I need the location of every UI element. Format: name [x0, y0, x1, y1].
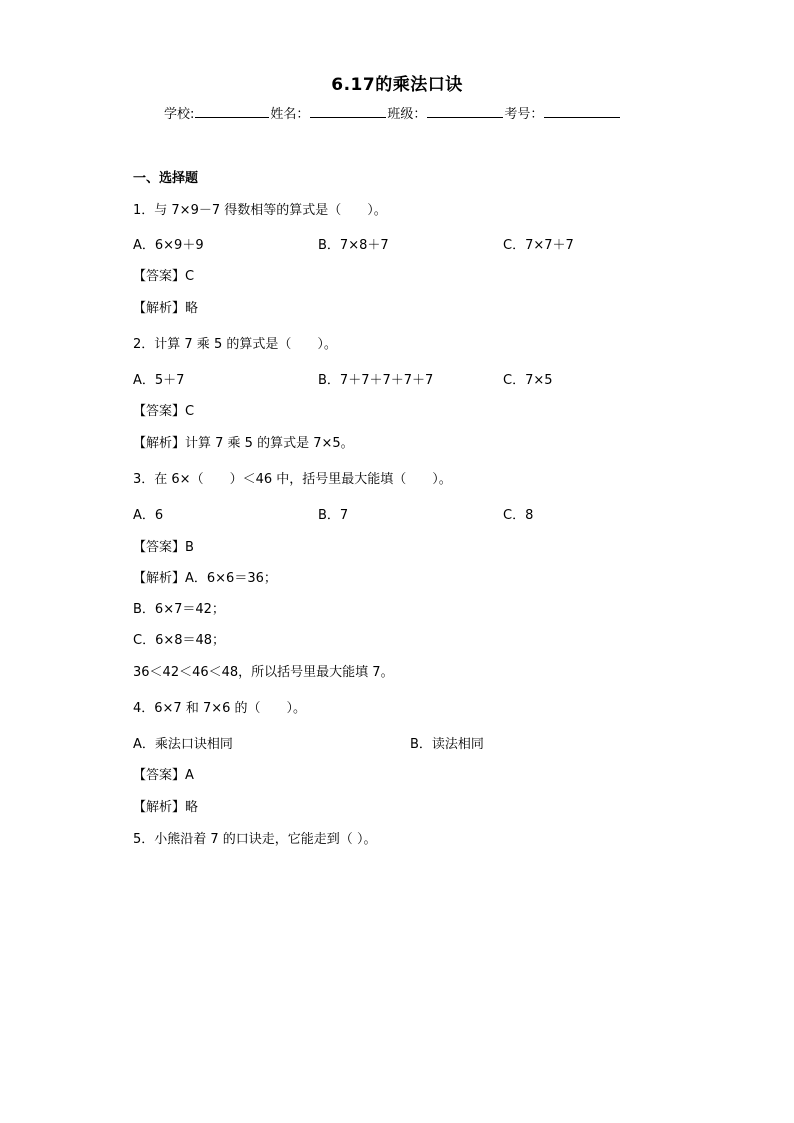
question-5-stem: 5．小熊沿着 7 的口诀走，它能走到（ ）。	[133, 832, 377, 847]
option-b: B．读法相同	[410, 737, 484, 752]
question-4-stem: 4．6×7 和 7×6 的（ ）。	[133, 701, 307, 716]
name-label: 姓名：	[270, 107, 310, 122]
question-1-options	[133, 234, 693, 253]
option-c: C．8	[503, 508, 534, 523]
question-3-stem: 3．在 6×（ ）＜46 中，括号里最大能填（ ）。	[133, 472, 452, 487]
option-a: A．乘法口诀相同	[133, 737, 233, 752]
question-3-analysis-2: B．6×7＝42；	[133, 602, 225, 617]
exam-no-label: 考号：	[504, 107, 544, 122]
question-1-stem: 1．与 7×9－7 得数相等的算式是（ ）。	[133, 203, 387, 218]
question-2-answer: 【答案】C	[133, 404, 195, 419]
question-2-stem: 2．计算 7 乘 5 的算式是（ ）。	[133, 337, 337, 352]
option-a: A．6	[133, 508, 164, 523]
exam-no-blank	[544, 104, 620, 118]
option-a: A．5＋7	[133, 373, 185, 388]
question-4-answer: 【答案】A	[133, 768, 194, 783]
question-1-answer: 【答案】C	[133, 269, 195, 284]
option-b: B．7＋7＋7＋7＋7	[318, 373, 434, 388]
option-c: C．7×7＋7	[503, 238, 574, 253]
question-3-analysis-4: 36＜42＜46＜48，所以括号里最大能填 7。	[133, 665, 394, 680]
question-2-options	[133, 369, 693, 388]
question-2-analysis: 【解析】计算 7 乘 5 的算式是 7×5。	[133, 436, 354, 451]
option-b: B．7×8＋7	[318, 238, 389, 253]
question-3-options	[133, 504, 693, 523]
page-title: 6.17的乘法口诀	[331, 75, 463, 95]
name-blank	[310, 104, 386, 118]
question-4-options	[133, 733, 693, 752]
option-c: C．7×5	[503, 373, 553, 388]
school-label: 学校:	[164, 107, 195, 122]
class-blank	[427, 104, 503, 118]
school-blank	[195, 104, 269, 118]
question-3-analysis-3: C．6×8＝48；	[133, 633, 226, 648]
section-title: 一、选择题	[133, 171, 199, 186]
option-b: B．7	[318, 508, 349, 523]
question-3-analysis-1: 【解析】A．6×6＝36；	[133, 571, 277, 586]
question-1-analysis: 【解析】略	[133, 301, 199, 316]
question-4-analysis: 【解析】略	[133, 800, 199, 815]
student-info-line	[164, 103, 621, 122]
question-3-answer: 【答案】B	[133, 540, 194, 555]
option-a: A．6×9＋9	[133, 238, 204, 253]
class-label: 班级：	[387, 107, 427, 122]
